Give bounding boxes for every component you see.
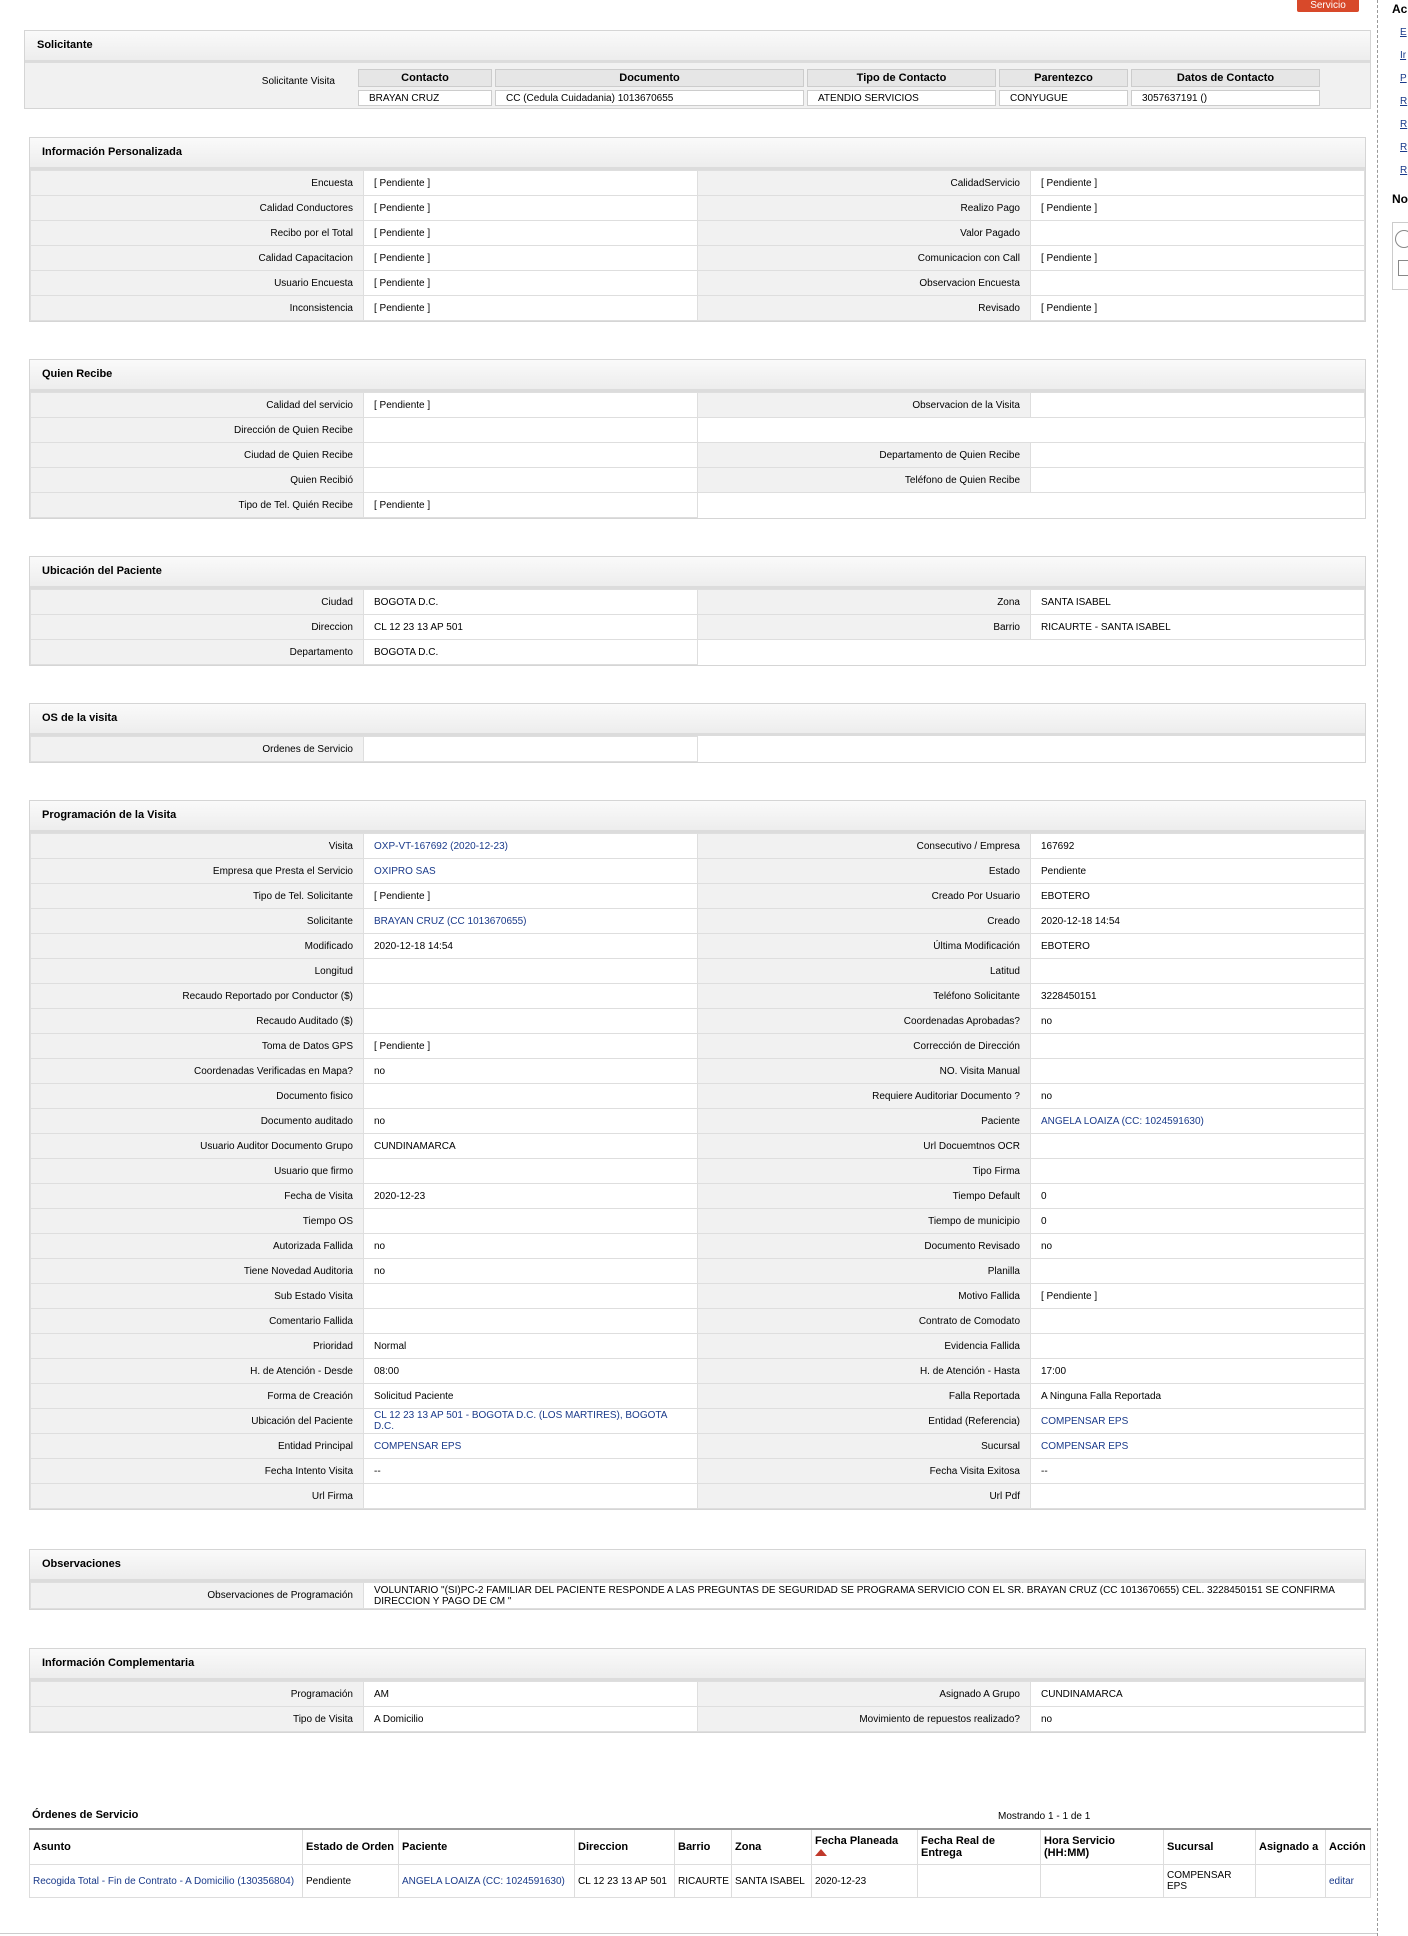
revisado-value: [ Pendiente ]	[1031, 296, 1365, 321]
tiempo-os-label: Tiempo OS	[31, 1209, 364, 1234]
sidebar-checkbox[interactable]	[1398, 260, 1408, 276]
no-visita-manual-value	[1031, 1059, 1365, 1084]
recibo-por-el-total-label: Recibo por el Total	[31, 221, 364, 246]
ciudad-de-quien-recibe-value	[364, 443, 698, 468]
col-documento: Documento	[495, 69, 804, 87]
entidad-referencia-value[interactable]: COMPENSAR EPS	[1031, 1409, 1365, 1434]
field-row	[31, 393, 1365, 418]
sidebar-link-4[interactable]: R	[1400, 96, 1408, 107]
field-row	[31, 984, 1365, 1009]
paciente-link[interactable]: ANGELA LOAIZA (CC: 1024591630)	[399, 1865, 575, 1898]
solicitante-table	[355, 66, 1323, 109]
h-de-atencion-hasta-label: H. de Atención - Hasta	[698, 1359, 1031, 1384]
no-visita-manual-label: NO. Visita Manual	[698, 1059, 1031, 1084]
forma-de-creacion-value: Solicitud Paciente	[364, 1384, 698, 1409]
field-row	[31, 1409, 1365, 1434]
coordenadas-aprobadas-value: no	[1031, 1009, 1365, 1034]
ciudad-value: BOGOTA D.C.	[364, 590, 698, 615]
h-de-atencion-hasta-value: 17:00	[1031, 1359, 1365, 1384]
field-row	[31, 1034, 1365, 1059]
table-row	[30, 1865, 1371, 1898]
documento-fisico-label: Documento fisico	[31, 1084, 364, 1109]
documento-value: CC (Cedula Cuidadania) 1013670655	[495, 90, 804, 106]
field-row	[31, 1484, 1365, 1509]
sidebar-section-heading: No	[1392, 192, 1408, 206]
calidadservicio-label: CalidadServicio	[698, 171, 1031, 196]
tiene-novedad-auditoria-label: Tiene Novedad Auditoria	[31, 1259, 364, 1284]
editar-link[interactable]: editar	[1326, 1865, 1371, 1898]
calidad-del-servicio-label: Calidad del servicio	[31, 393, 364, 418]
field-row	[31, 640, 1365, 665]
sidebar-link-7[interactable]: R	[1400, 165, 1408, 176]
tipo-de-visita-label: Tipo de Visita	[31, 1707, 364, 1732]
latitud-label: Latitud	[698, 959, 1031, 984]
field-row	[31, 1084, 1365, 1109]
asignado-cell	[1256, 1865, 1326, 1898]
coordenadas-aprobadas-label: Coordenadas Aprobadas?	[698, 1009, 1031, 1034]
direccion-de-quien-recibe-label: Dirección de Quien Recibe	[31, 418, 364, 443]
encuesta-label: Encuesta	[31, 171, 364, 196]
field-row	[31, 1159, 1365, 1184]
field-row	[31, 196, 1365, 221]
fecha-intento-visita-label: Fecha Intento Visita	[31, 1459, 364, 1484]
field-row	[31, 1009, 1365, 1034]
field-row	[31, 171, 1365, 196]
coordenadas-verificadas-en-mapa-label: Coordenadas Verificadas en Mapa?	[31, 1059, 364, 1084]
departamento-value: BOGOTA D.C.	[364, 640, 698, 665]
field-row	[31, 1359, 1365, 1384]
autorizada-fallida-label: Autorizada Fallida	[31, 1234, 364, 1259]
empty-cell	[698, 640, 1031, 665]
movimiento-de-repuestos-realizado-label: Movimiento de repuestos realizado?	[698, 1707, 1031, 1732]
footer-divider	[0, 1933, 1378, 1934]
sidebar-link-3[interactable]: P	[1400, 73, 1407, 84]
field-row	[31, 1682, 1365, 1707]
empty-cell	[698, 493, 1031, 518]
telefono-solicitante-value: 3228450151	[1031, 984, 1365, 1009]
solicitante-visita-label: Solicitante Visita	[261, 76, 335, 87]
paciente-value[interactable]: ANGELA LOAIZA (CC: 1024591630)	[1031, 1109, 1365, 1134]
section-title: Programación de la Visita	[30, 801, 1365, 833]
calidad-capacitacion-value: [ Pendiente ]	[364, 246, 698, 271]
col-fecha-real[interactable]: Fecha Real de Entrega	[918, 1829, 1041, 1865]
valor-pagado-label: Valor Pagado	[698, 221, 1031, 246]
ubicacion-del-paciente-label: Ubicación del Paciente	[31, 1409, 364, 1434]
asunto-link[interactable]: Recogida Total - Fin de Contrato - A Domicilio (130356804)	[30, 1865, 303, 1898]
revisado-label: Revisado	[698, 296, 1031, 321]
modificado-value: 2020-12-18 14:54	[364, 934, 698, 959]
h-de-atencion-desde-label: H. de Atención - Desde	[31, 1359, 364, 1384]
estado-cell: Pendiente	[303, 1865, 399, 1898]
field-row	[31, 1384, 1365, 1409]
tipo-de-tel-quien-recibe-value: [ Pendiente ]	[364, 493, 698, 518]
usuario-encuesta-value: [ Pendiente ]	[364, 271, 698, 296]
zona-label: Zona	[698, 590, 1031, 615]
complementaria-section	[29, 1648, 1366, 1733]
planilla-value	[1031, 1259, 1365, 1284]
empresa-que-presta-el-servicio-value[interactable]: OXIPRO SAS	[364, 859, 698, 884]
observacion-de-la-visita-value	[1031, 393, 1365, 418]
contrato-de-comodato-value	[1031, 1309, 1365, 1334]
section-title: Observaciones	[30, 1550, 1365, 1582]
documento-auditado-label: Documento auditado	[31, 1109, 364, 1134]
col-barrio[interactable]: Barrio	[675, 1829, 732, 1865]
ordenes-count: Mostrando 1 - 1 de 1	[998, 1811, 1091, 1822]
tipo-de-visita-value: A Domicilio	[364, 1707, 698, 1732]
forma-de-creacion-label: Forma de Creación	[31, 1384, 364, 1409]
col-tipo-contacto: Tipo de Contacto	[807, 69, 996, 87]
programacion-value: AM	[364, 1682, 698, 1707]
ubicacion-section	[29, 556, 1366, 666]
url-pdf-label: Url Pdf	[698, 1484, 1031, 1509]
sucursal-value[interactable]: COMPENSAR EPS	[1031, 1434, 1365, 1459]
field-row	[31, 1234, 1365, 1259]
creado-value: 2020-12-18 14:54	[1031, 909, 1365, 934]
field-row	[31, 246, 1365, 271]
consecutivo-empresa-value: 167692	[1031, 834, 1365, 859]
sidebar-link-1[interactable]: E	[1400, 27, 1407, 38]
programacion-label: Programación	[31, 1682, 364, 1707]
usuario-que-firmo-label: Usuario que firmo	[31, 1159, 364, 1184]
toma-de-datos-gps-value: [ Pendiente ]	[364, 1034, 698, 1059]
section-title: Información Personalizada	[30, 138, 1365, 170]
info-personalizada-section	[29, 137, 1366, 322]
tipo-firma-value	[1031, 1159, 1365, 1184]
field-row	[31, 737, 1366, 762]
prioridad-value: Normal	[364, 1334, 698, 1359]
col-direccion[interactable]: Direccion	[575, 1829, 675, 1865]
field-row	[31, 1109, 1365, 1134]
col-fecha-planeada[interactable]	[812, 1829, 918, 1865]
field-row	[31, 271, 1365, 296]
tiene-novedad-auditoria-value: no	[364, 1259, 698, 1284]
fecha-visita-exitosa-label: Fecha Visita Exitosa	[698, 1459, 1031, 1484]
valor-pagado-value	[1031, 221, 1365, 246]
usuario-encuesta-label: Usuario Encuesta	[31, 271, 364, 296]
encuesta-value: [ Pendiente ]	[364, 171, 698, 196]
field-row	[31, 1184, 1365, 1209]
field-row	[31, 1209, 1365, 1234]
telefono-solicitante-label: Teléfono Solicitante	[698, 984, 1031, 1009]
recaudo-reportado-por-conductor-value	[364, 984, 698, 1009]
empty-cell	[1031, 640, 1365, 665]
quien-recibio-label: Quien Recibió	[31, 468, 364, 493]
documento-revisado-value: no	[1031, 1234, 1365, 1259]
inconsistencia-value: [ Pendiente ]	[364, 296, 698, 321]
prioridad-label: Prioridad	[31, 1334, 364, 1359]
observaciones-section	[29, 1549, 1366, 1610]
col-paciente[interactable]: Paciente	[399, 1829, 575, 1865]
tiempo-default-value: 0	[1031, 1184, 1365, 1209]
documento-fisico-value	[364, 1084, 698, 1109]
ubicacion-del-paciente-value[interactable]: CL 12 23 13 AP 501 - BOGOTA D.C. (LOS MARTIRES), BOGOTA D.C.	[364, 1409, 698, 1434]
tiempo-default-label: Tiempo Default	[698, 1184, 1031, 1209]
ciudad-label: Ciudad	[31, 590, 364, 615]
zona-value: SANTA ISABEL	[1031, 590, 1365, 615]
observaciones-value: VOLUNTARIO "(SI)PC-2 FAMILIAR DEL PACIENTE RESPONDE A LAS PREGUNTAS DE SEGURIDAD SE PROGRAMA SERVICIO CON EL SR. BRAYAN CRUZ (CC 1013670655) CEL. 3228450151 SE CONFIRMA DIRECCION Y PAGO DE CM "	[364, 1583, 1365, 1609]
section-title: Solicitante	[25, 31, 1370, 63]
empty-cell	[1031, 418, 1365, 443]
ordenes-de-servicio-value	[364, 737, 698, 762]
asignado-a-grupo-label: Asignado A Grupo	[698, 1682, 1031, 1707]
sort-asc-icon[interactable]	[815, 1849, 827, 1856]
tiempo-de-municipio-label: Tiempo de municipio	[698, 1209, 1031, 1234]
field-row	[31, 493, 1365, 518]
servicio-button[interactable]: Servicio	[1297, 0, 1359, 12]
empty-cell	[1031, 737, 1366, 762]
requiere-auditoriar-documento-label: Requiere Auditoriar Documento ?	[698, 1084, 1031, 1109]
fecha-de-visita-label: Fecha de Visita	[31, 1184, 364, 1209]
calidad-del-servicio-value: [ Pendiente ]	[364, 393, 698, 418]
recaudo-auditado-value	[364, 1009, 698, 1034]
field-row	[31, 1134, 1365, 1159]
tipo-firma-label: Tipo Firma	[698, 1159, 1031, 1184]
entidad-referencia-label: Entidad (Referencia)	[698, 1409, 1031, 1434]
evidencia-fallida-value	[1031, 1334, 1365, 1359]
section-title: Quien Recibe	[30, 360, 1365, 392]
creado-por-usuario-label: Creado Por Usuario	[698, 884, 1031, 909]
empty-cell	[1031, 493, 1365, 518]
field-row	[31, 1059, 1365, 1084]
ciudad-de-quien-recibe-label: Ciudad de Quien Recibe	[31, 443, 364, 468]
field-row	[31, 1259, 1365, 1284]
sidebar-link-2[interactable]: Ir	[1400, 50, 1407, 61]
barrio-cell: RICAURTE	[675, 1865, 732, 1898]
url-firma-value	[364, 1484, 698, 1509]
field-row	[31, 884, 1365, 909]
tiempo-os-value	[364, 1209, 698, 1234]
field-row	[31, 1434, 1365, 1459]
observaciones-label: Observaciones de Programación	[31, 1583, 364, 1609]
field-row	[31, 959, 1365, 984]
ordenes-header-row	[30, 1829, 1371, 1865]
realizo-pago-label: Realizo Pago	[698, 196, 1031, 221]
url-docuemtnos-ocr-label: Url Docuemtnos OCR	[698, 1134, 1031, 1159]
requiere-auditoriar-documento-value: no	[1031, 1084, 1365, 1109]
departamento-label: Departamento	[31, 640, 364, 665]
contacto-value: BRAYAN CRUZ	[358, 90, 492, 106]
field-row	[31, 1309, 1365, 1334]
comunicacion-con-call-value: [ Pendiente ]	[1031, 246, 1365, 271]
inconsistencia-label: Inconsistencia	[31, 296, 364, 321]
fecha-planeada-cell: 2020-12-23	[812, 1865, 918, 1898]
observacion-encuesta-value	[1031, 271, 1365, 296]
realizo-pago-value: [ Pendiente ]	[1031, 196, 1365, 221]
url-firma-label: Url Firma	[31, 1484, 364, 1509]
observacion-encuesta-label: Observacion Encuesta	[698, 271, 1031, 296]
observacion-de-la-visita-label: Observacion de la Visita	[698, 393, 1031, 418]
field-row	[31, 1334, 1365, 1359]
tipo-de-tel-solicitante-value: [ Pendiente ]	[364, 884, 698, 909]
documento-auditado-value: no	[364, 1109, 698, 1134]
parentezco-value: CONYUGUE	[999, 90, 1128, 106]
tiempo-de-municipio-value: 0	[1031, 1209, 1365, 1234]
departamento-de-quien-recibe-value	[1031, 443, 1365, 468]
tipo-de-tel-quien-recibe-label: Tipo de Tel. Quién Recibe	[31, 493, 364, 518]
entidad-principal-label: Entidad Principal	[31, 1434, 364, 1459]
hora-servicio-cell	[1041, 1865, 1164, 1898]
field-row	[31, 834, 1365, 859]
col-datos-contacto: Datos de Contacto	[1131, 69, 1320, 87]
estado-label: Estado	[698, 859, 1031, 884]
calidad-conductores-label: Calidad Conductores	[31, 196, 364, 221]
col-zona[interactable]: Zona	[732, 1829, 812, 1865]
tipo-de-tel-solicitante-label: Tipo de Tel. Solicitante	[31, 884, 364, 909]
movimiento-de-repuestos-realizado-value: no	[1031, 1707, 1365, 1732]
fecha-de-visita-value: 2020-12-23	[364, 1184, 698, 1209]
recibo-por-el-total-value: [ Pendiente ]	[364, 221, 698, 246]
sidebar-heading: Ac	[1392, 2, 1408, 16]
creado-label: Creado	[698, 909, 1031, 934]
tipo-contacto-value: ATENDIO SERVICIOS	[807, 90, 996, 106]
recaudo-reportado-por-conductor-label: Recaudo Reportado por Conductor ($)	[31, 984, 364, 1009]
col-estado[interactable]: Estado de Orden	[303, 1829, 399, 1865]
comunicacion-con-call-label: Comunicacion con Call	[698, 246, 1031, 271]
usuario-auditor-documento-grupo-label: Usuario Auditor Documento Grupo	[31, 1134, 364, 1159]
latitud-value	[1031, 959, 1365, 984]
field-row	[31, 859, 1365, 884]
autorizada-fallida-value: no	[364, 1234, 698, 1259]
calidad-capacitacion-label: Calidad Capacitacion	[31, 246, 364, 271]
planilla-label: Planilla	[698, 1259, 1031, 1284]
solicitante-section	[24, 30, 1371, 109]
empresa-que-presta-el-servicio-label: Empresa que Presta el Servicio	[31, 859, 364, 884]
telefono-de-quien-recibe-value	[1031, 468, 1365, 493]
col-accion: Acción	[1326, 1829, 1371, 1865]
usuario-que-firmo-value	[364, 1159, 698, 1184]
field-row	[31, 468, 1365, 493]
fecha-visita-exitosa-value: --	[1031, 1459, 1365, 1484]
sub-estado-visita-label: Sub Estado Visita	[31, 1284, 364, 1309]
panel-divider	[1377, 0, 1378, 1936]
paciente-label: Paciente	[698, 1109, 1031, 1134]
sucursal-label: Sucursal	[698, 1434, 1031, 1459]
h-de-atencion-desde-value: 08:00	[364, 1359, 698, 1384]
field-row	[31, 909, 1365, 934]
url-docuemtnos-ocr-value	[1031, 1134, 1365, 1159]
col-contacto: Contacto	[358, 69, 492, 87]
entidad-principal-value[interactable]: COMPENSAR EPS	[364, 1434, 698, 1459]
ultima-modificacion-value: EBOTERO	[1031, 934, 1365, 959]
section-title: Ubicación del Paciente	[30, 557, 1365, 589]
field-row	[31, 418, 1365, 443]
direccion-de-quien-recibe-value	[364, 418, 698, 443]
field-row	[31, 615, 1365, 640]
datos-contacto-value: 3057637191 ()	[1131, 90, 1320, 106]
ultima-modificacion-label: Última Modificación	[698, 934, 1031, 959]
direccion-cell: CL 12 23 13 AP 501	[575, 1865, 675, 1898]
correccion-de-direccion-value	[1031, 1034, 1365, 1059]
correccion-de-direccion-label: Corrección de Dirección	[698, 1034, 1031, 1059]
evidencia-fallida-label: Evidencia Fallida	[698, 1334, 1031, 1359]
empty-cell	[698, 418, 1031, 443]
contrato-de-comodato-label: Contrato de Comodato	[698, 1309, 1031, 1334]
visita-value[interactable]: OXP-VT-167692 (2020-12-23)	[364, 834, 698, 859]
field-row	[31, 590, 1365, 615]
field-row	[31, 1284, 1365, 1309]
longitud-label: Longitud	[31, 959, 364, 984]
ordenes-de-servicio-label: Ordenes de Servicio	[31, 737, 364, 762]
sucursal-cell: COMPENSAR EPS	[1164, 1865, 1256, 1898]
field-row	[31, 443, 1365, 468]
usuario-auditor-documento-grupo-value: CUNDINAMARCA	[364, 1134, 698, 1159]
telefono-de-quien-recibe-label: Teléfono de Quien Recibe	[698, 468, 1031, 493]
visita-label: Visita	[31, 834, 364, 859]
fecha-real-cell	[918, 1865, 1041, 1898]
falla-reportada-label: Falla Reportada	[698, 1384, 1031, 1409]
fecha-planeada-label: Fecha Planeada	[815, 1835, 899, 1847]
col-asignado[interactable]: Asignado a	[1256, 1829, 1326, 1865]
field-row	[31, 1707, 1365, 1732]
direccion-label: Direccion	[31, 615, 364, 640]
departamento-de-quien-recibe-label: Departamento de Quien Recibe	[698, 443, 1031, 468]
fecha-intento-visita-value: --	[364, 1459, 698, 1484]
sidebar-link-5[interactable]: R	[1400, 119, 1408, 130]
solicitante-label: Solicitante	[31, 909, 364, 934]
comentario-fallida-label: Comentario Fallida	[31, 1309, 364, 1334]
col-asunto[interactable]: Asunto	[30, 1829, 303, 1865]
field-row	[31, 934, 1365, 959]
comentario-fallida-value	[364, 1309, 698, 1334]
estado-value: Pendiente	[1031, 859, 1365, 884]
solicitante-value[interactable]: BRAYAN CRUZ (CC 1013670655)	[364, 909, 698, 934]
sidebar-radio[interactable]	[1395, 230, 1408, 248]
section-title: OS de la visita	[30, 704, 1365, 736]
zona-cell: SANTA ISABEL	[732, 1865, 812, 1898]
barrio-value: RICAURTE - SANTA ISABEL	[1031, 615, 1365, 640]
toma-de-datos-gps-label: Toma de Datos GPS	[31, 1034, 364, 1059]
ordenes-table	[29, 1828, 1371, 1898]
motivo-fallida-value: [ Pendiente ]	[1031, 1284, 1365, 1309]
falla-reportada-value: A Ninguna Falla Reportada	[1031, 1384, 1365, 1409]
quien-recibio-value	[364, 468, 698, 493]
modificado-label: Modificado	[31, 934, 364, 959]
asignado-a-grupo-value: CUNDINAMARCA	[1031, 1682, 1365, 1707]
longitud-value	[364, 959, 698, 984]
col-hora-servicio[interactable]: Hora Servicio (HH:MM)	[1041, 1829, 1164, 1865]
field-row	[31, 1459, 1365, 1484]
motivo-fallida-label: Motivo Fallida	[698, 1284, 1031, 1309]
col-parentezco: Parentezco	[999, 69, 1128, 87]
programacion-section	[29, 800, 1366, 1510]
field-row	[31, 221, 1365, 246]
ordenes-title: Órdenes de Servicio	[32, 1809, 139, 1821]
os-visita-section	[29, 703, 1366, 763]
field-row	[31, 296, 1365, 321]
sidebar-link-6[interactable]: R	[1400, 142, 1408, 153]
url-pdf-value	[1031, 1484, 1365, 1509]
documento-revisado-label: Documento Revisado	[698, 1234, 1031, 1259]
coordenadas-verificadas-en-mapa-value: no	[364, 1059, 698, 1084]
direccion-value: CL 12 23 13 AP 501	[364, 615, 698, 640]
calidadservicio-value: [ Pendiente ]	[1031, 171, 1365, 196]
calidad-conductores-value: [ Pendiente ]	[364, 196, 698, 221]
section-title: Información Complementaria	[30, 1649, 1365, 1681]
recaudo-auditado-label: Recaudo Auditado ($)	[31, 1009, 364, 1034]
quien-recibe-section	[29, 359, 1366, 519]
creado-por-usuario-value: EBOTERO	[1031, 884, 1365, 909]
col-sucursal[interactable]: Sucursal	[1164, 1829, 1256, 1865]
barrio-label: Barrio	[698, 615, 1031, 640]
consecutivo-empresa-label: Consecutivo / Empresa	[698, 834, 1031, 859]
empty-cell	[698, 737, 1031, 762]
sub-estado-visita-value	[364, 1284, 698, 1309]
